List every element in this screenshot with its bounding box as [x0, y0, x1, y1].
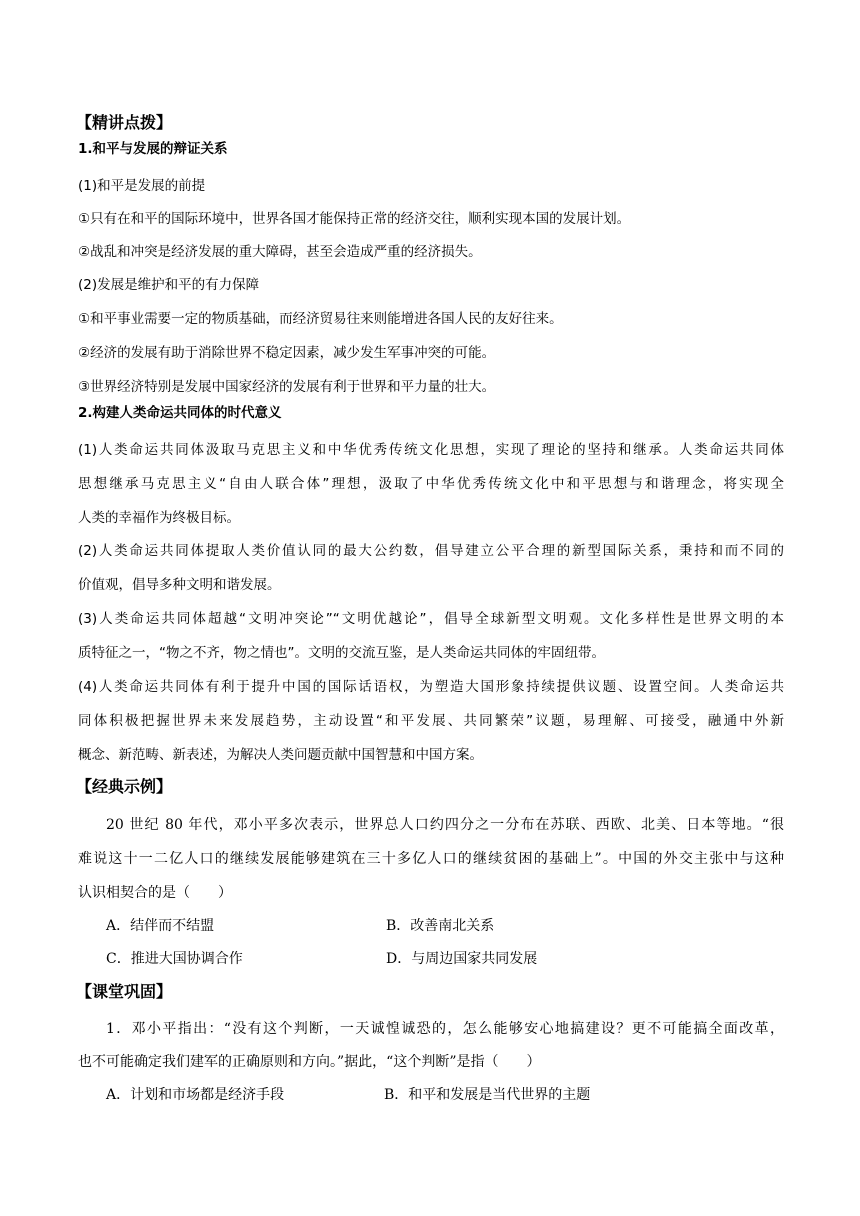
paragraph-line: 人类的幸福作为终极目标。	[78, 510, 240, 526]
paragraph: (2)发展是维护和平的有力保障	[78, 277, 260, 293]
paragraph: ②经济的发展有助于消除世界不稳定因素，减少发生军事冲突的可能。	[78, 345, 496, 361]
question-line: 难说这十一二亿人口的继续发展能够建筑在三十多亿人口的继续贫困的基础上”。中国的外交主张中与这种	[78, 851, 784, 867]
option-a: A．计划和市场都是经济手段	[106, 1087, 285, 1103]
question-line: 20 世纪 80 年代，邓小平多次表示，世界总人口约四分之一分布在苏联、西欧、北美、日本等地。“很	[106, 817, 784, 833]
paragraph-line: (2)人类命运共同体提取人类价值认同的最大公约数，倡导建立公平合理的新型国际关系，秉持和而不同的	[78, 543, 784, 559]
question-line: 认识相契合的是（ ）	[78, 885, 232, 901]
option-a: A．结伴而不结盟	[106, 918, 215, 934]
paragraph: (1)和平是发展的前提	[78, 178, 206, 194]
paragraph: ②战乱和冲突是经济发展的重大障碍，甚至会造成严重的经济损失。	[78, 244, 482, 260]
paragraph-line: (3)人类命运共同体超越“文明冲突论”“文明优越论”，倡导全球新型文明观。文化多样性是世界文明的本	[78, 611, 784, 627]
option-b: B．和平和发展是当代世界的主题	[384, 1087, 591, 1103]
option-b: B．改善南北关系	[386, 918, 495, 934]
paragraph-line: 概念、新范畴、新表述，为解决人类问题贡献中国智慧和中国方案。	[78, 747, 483, 763]
section-title-class-review: 【课堂巩固】	[76, 982, 173, 1001]
section-title-classic-example: 【经典示例】	[76, 777, 173, 796]
paragraph-line: 价值观，倡导多种文明和谐发展。	[78, 577, 281, 593]
option-d: D．与周边国家共同发展	[386, 951, 538, 967]
paragraph-line: 思想继承马克思主义“自由人联合体”理想，汲取了中华优秀传统文化中和平思想与和谐理念，将实现全	[78, 476, 784, 492]
paragraph: ①和平事业需要一定的物质基础，而经济贸易往来则能增进各国人民的友好往来。	[78, 311, 563, 327]
section-title-key-points: 【精讲点拨】	[76, 113, 173, 132]
question-line: 1．邓小平指出：“没有这个判断，一天诚惶诚恐的，怎么能够安心地搞建设？更不可能搞全面改革，	[106, 1021, 784, 1037]
paragraph-line: (1)人类命运共同体汲取马克思主义和中华优秀传统文化思想，实现了理论的坚持和继承。人类命运共同体	[78, 442, 784, 458]
heading-community-significance: 2.构建人类命运共同体的时代意义	[78, 405, 282, 421]
heading-peace-development: 1.和平与发展的辩证关系	[78, 141, 228, 157]
question-line: 也不可能确定我们建军的正确原则和方向。”据此，“这个判断”是指（ ）	[78, 1054, 541, 1070]
paragraph: ③世界经济特别是发展中国家经济的发展有利于世界和平力量的壮大。	[78, 379, 496, 395]
paragraph-line: 同体积极把握世界未来发展趋势，主动设置“和平发展、共同繁荣”议题，易理解、可接受，融通中外新	[78, 713, 784, 729]
paragraph-line: 质特征之一，“物之不齐，物之情也”。文明的交流互鉴，是人类命运共同体的牢固纽带。	[78, 645, 605, 661]
paragraph: ①只有在和平的国际环境中，世界各国才能保持正常的经济交往，顺利实现本国的发展计划。	[78, 211, 631, 227]
paragraph-line: (4)人类命运共同体有利于提升中国的国际话语权，为塑造大国形象持续提供议题、设置空间。人类命运共	[78, 679, 784, 695]
option-c: C．推进大国协调合作	[106, 951, 243, 967]
